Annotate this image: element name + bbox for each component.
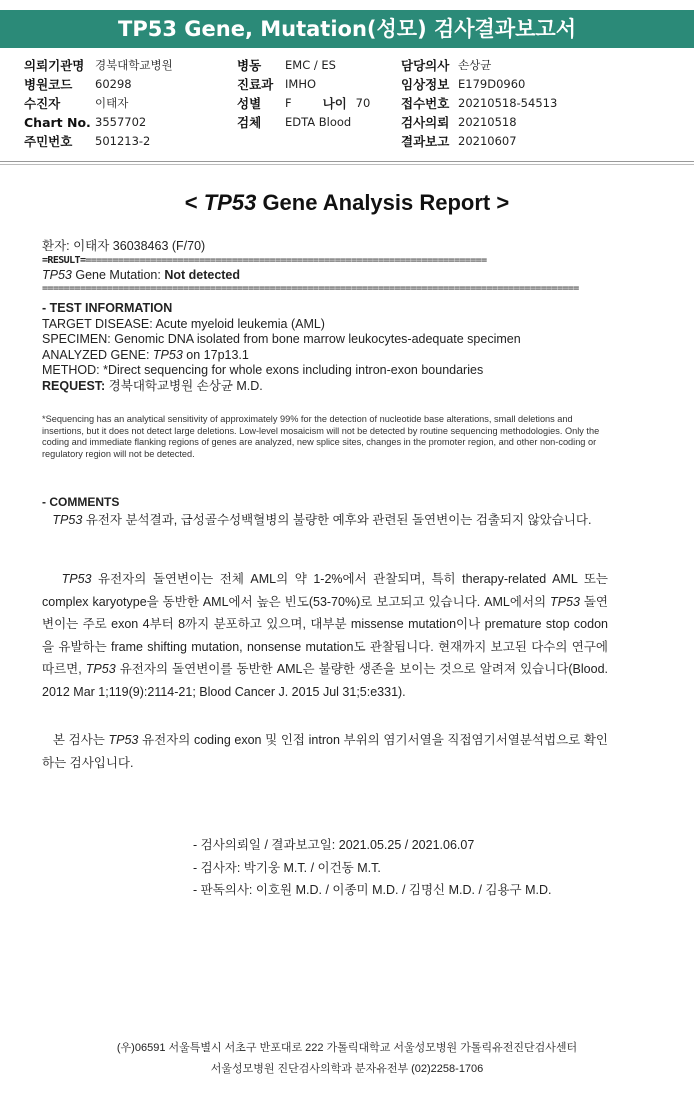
request-value: 경북대학교병원 손상균 M.D. [105,378,263,393]
info-row-accession-no [401,94,557,113]
signature-testers: - 검사자: 박기웅 M.T. / 이건동 M.T. [193,860,381,875]
info-label: 병동 [237,58,262,73]
result-divider: =================================================================================================== [42,283,579,294]
test-information [42,301,608,394]
analyzed-gene-line [42,348,608,364]
info-label: 접수번호 [401,96,450,111]
report-header-title: TP53 Gene, Mutation(성모) 검사결과보고서 [0,10,694,48]
info-row-sex-age [237,94,370,113]
info-row-request-date [401,113,557,132]
info-value: E179D0960 [458,77,526,91]
info-value: 20210607 [458,134,517,148]
info-column-2 [237,56,370,132]
info-row-doctor [401,56,557,75]
info-value: 70 [355,96,371,110]
info-label: 병원코드 [24,77,73,92]
info-value: 3557702 [95,115,147,129]
comment-gene: TP53 [52,513,83,527]
info-label: 검사의뢰 [401,115,450,130]
result-heading [42,254,608,268]
info-label: 결과보고 [401,134,450,149]
report-title [0,190,694,216]
info-value: 손상균 [458,58,492,72]
info-row-chart-no [24,113,173,132]
result-text: Gene Mutation: [71,268,165,282]
info-label: Chart No. [24,115,91,130]
result-block [42,254,608,296]
result-rule: ========================================================================== [85,255,487,266]
signature-dates: - 검사의뢰일 / 결과보고일: 2021.05.25 / 2021.06.07 [193,838,475,852]
info-value: IMHO [285,77,317,91]
info-value: 60298 [95,77,132,91]
info-label: 수진자 [24,96,61,111]
patient-line: 환자: 이태자 36038463 (F/70) [42,239,206,253]
info-value: EMC / ES [285,58,336,72]
info-value: 경북대학교병원 [95,58,173,72]
header-divider [0,161,694,165]
comment-gene: TP53 [108,733,139,747]
comment-text: 유전자의 돌연변이는 전체 AML의 약 1-2%에서 관찰되며, 특히 therapy-related AML 또는 complex karyotype을 동반한 AML에서 높은 빈도(53-70%)로 보고되고 있습니다. AML에서의 [42,572,608,609]
comment-text: 본 검사는 [52,733,109,747]
info-label: 의뢰기관명 [24,58,85,73]
comment-text: 유전자의 돌연변이를 동반한 AML은 불량한 생존을 보이는 것으로 알려져 있습니다(Blood. 2012 Mar 1;119(9):2114-21; Blood Cancer J. 2015 Jul 31;5:e331). [42,662,608,699]
report-title-rest: Gene Analysis Report > [256,190,510,215]
info-row-hospital-code [24,75,173,94]
comment-paragraph-1 [42,509,608,532]
info-column-1 [24,56,173,151]
analyzed-label: ANALYZED GENE: [42,347,153,362]
result-value: Not detected [164,268,241,282]
comment-text: 돌연변이는 주로 exon 4부터 8까지 분포하고 있으며, 대부분 missense mutation이나 premature stop codon을 유발하는 frame shifting mutation, nonsense mutation도 관찰됩니다. 현재까지 보고된 다수의 연구에 따르면, [42,594,608,676]
analyzed-rest: on 17p13.1 [182,347,249,362]
footer-department: 서울성모병원 진단검사의학과 분자유전부 (02)2258-1706 [210,1063,484,1075]
info-label: 담당의사 [401,58,450,73]
method-line: METHOD: *Direct sequencing for whole exons including intron-exon boundaries [42,363,484,377]
comment-gene: TP53 [550,594,580,609]
report-title-gene: TP53 [203,190,257,215]
signature-block [193,834,551,902]
info-value: F [285,96,292,110]
footer [0,1038,694,1080]
analyzed-gene: TP53 [152,347,183,362]
request-label: REQUEST: [42,378,106,393]
info-label: 주민번호 [24,134,73,149]
info-value: 20210518 [458,115,517,129]
info-column-3 [401,56,557,151]
result-gene: TP53 [42,268,72,282]
info-label: 검체 [237,115,262,130]
comment-gene: TP53 [61,572,92,586]
result-line [42,268,608,282]
info-value: 20210518-54513 [458,96,558,110]
comment-paragraph-3 [42,729,608,774]
target-disease: TARGET DISEASE: Acute myeloid leukemia (AML) [42,316,325,331]
info-row-specimen [237,113,370,132]
comment-gene: TP53 [85,662,116,676]
info-row-institution [24,56,173,75]
report-title-open: < [184,190,204,215]
info-value: 501213-2 [95,134,151,148]
sequencing-disclaimer: *Sequencing has an analytical sensitivity of approximately 99% for the detection of nucleotide base alterations, small deletions and insertions, but it does not detect large deletions. Low-level mosaicism will not be detected by routine sequencing methodologies. Only the coding and immediate flanking regions of genes are analyzed, new splice sites, changes in the promoter region, and other non-coding or regulatory region will not be detected. [42,414,600,459]
info-row-resident-no [24,132,173,151]
info-label: 성별 [237,96,262,111]
signature-reviewers: - 판독의사: 이호원 M.D. / 이종미 M.D. / 김명신 M.D. / 김용구 M.D. [193,883,552,897]
result-label: =RESULT= [42,255,86,266]
info-value: 이태자 [95,96,129,110]
footer-address: (우)06591 서울특별시 서초구 반포대로 222 가톨릭대학교 서울성모병원 가톨릭유전진단검사센터 [116,1042,578,1054]
comments-heading: - COMMENTS [42,495,120,509]
info-label: 나이 [322,96,347,111]
info-label: 진료과 [237,77,274,92]
comment-text: 유전자의 coding exon 및 인접 intron 부위의 염기서열을 직접염기서열분석법으로 확인하는 검사입니다. [42,733,609,770]
comment-paragraph-2 [42,568,608,703]
info-row-patient [24,94,173,113]
info-row-department [237,75,370,94]
test-info-heading: - TEST INFORMATION [42,301,173,315]
info-row-report-date [401,132,557,151]
specimen-line: SPECIMEN: Genomic DNA isolated from bone marrow leukocytes-adequate specimen [42,332,521,346]
info-row-ward [237,56,370,75]
comment-text: 유전자 분석결과, 급성골수성백혈병의 불량한 예후와 관련된 돌연변이는 검출되지 않았습니다. [82,513,592,527]
info-value: EDTA Blood [285,115,352,129]
request-line [42,379,608,395]
info-row-clinical-info [401,75,557,94]
info-label: 임상정보 [401,77,450,92]
